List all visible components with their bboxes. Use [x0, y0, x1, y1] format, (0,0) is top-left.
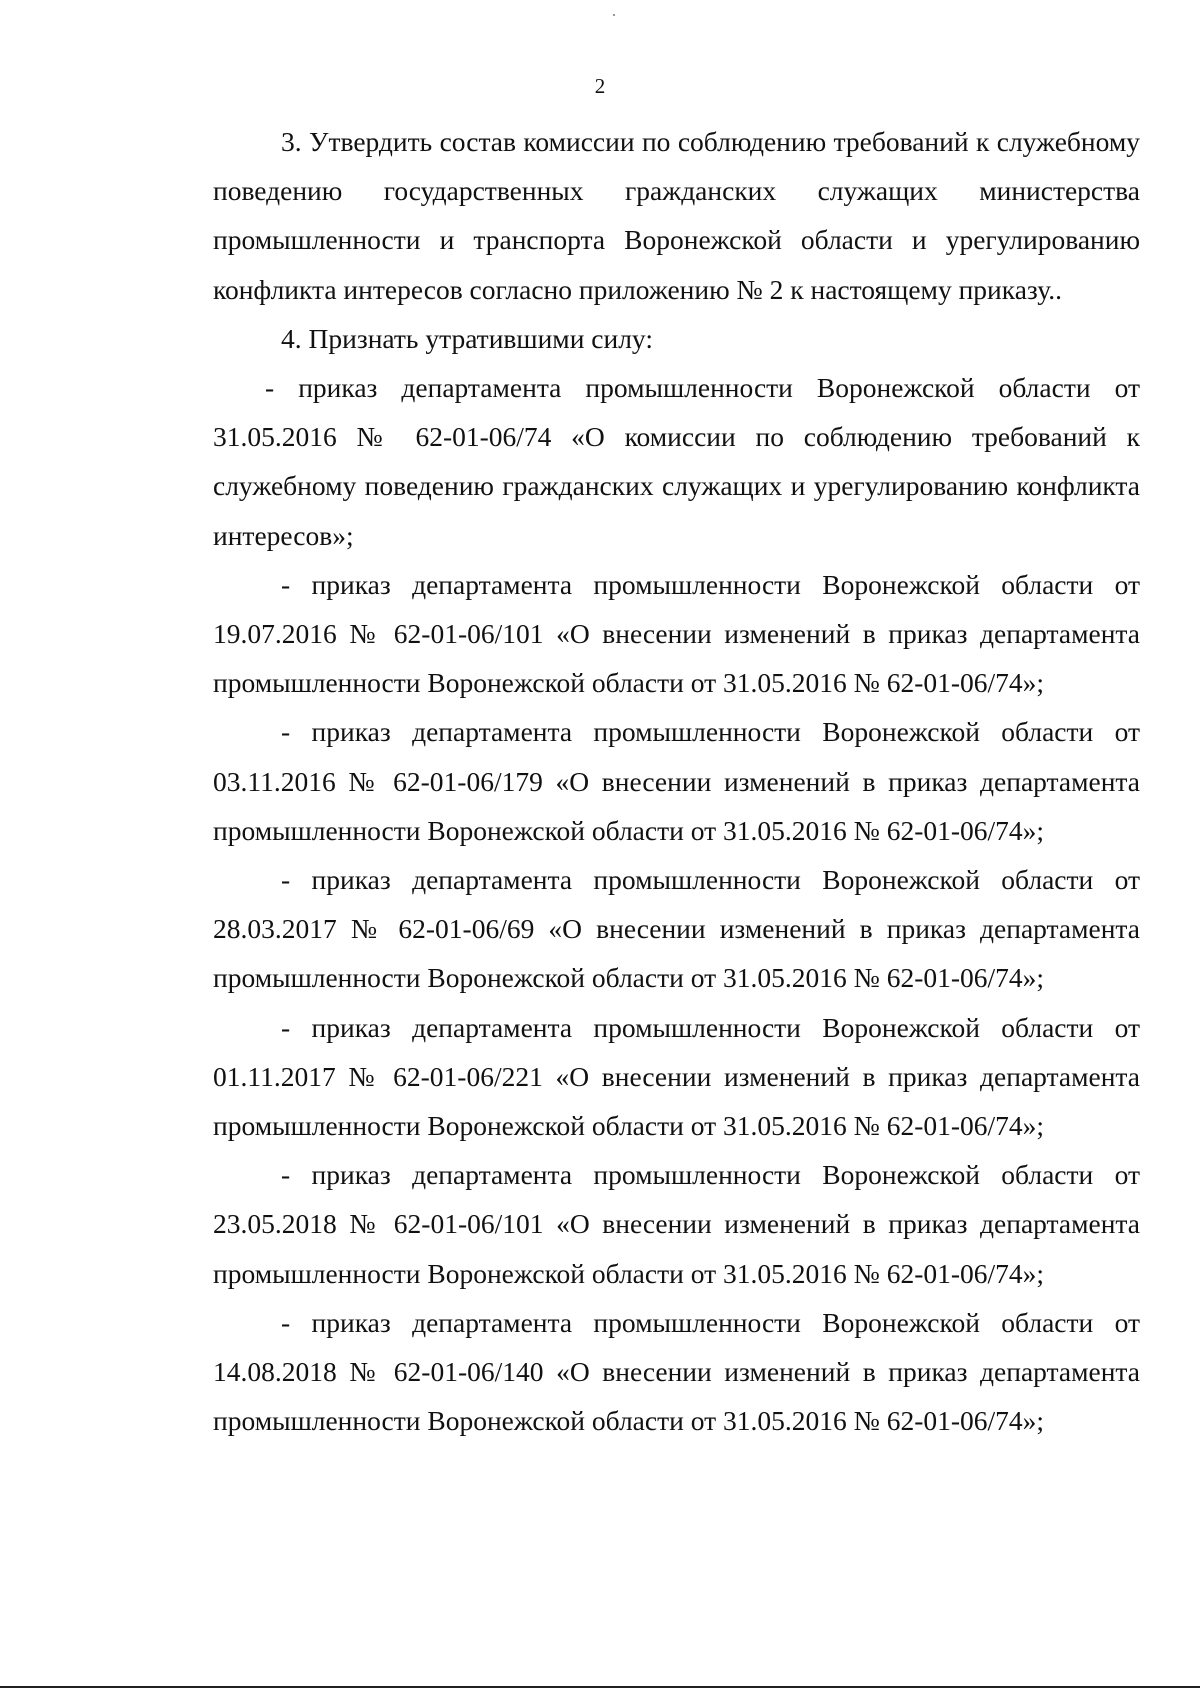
paragraph-approve-commission: 3. Утвердить состав комиссии по соблюдению требований к служебному поведению государственных гражданских служащих министерства промышленности и транспорта Воронежской области и урегулированию конфликта интересов согласно приложению № 2 к настоящему приказу..: [213, 126, 1140, 305]
list-item-repealed-order: - приказ департамента промышленности Воронежской области от 28.03.2017 № 62-01-06/69 «О внесении изменений в приказ департамента промышленности Воронежской области от 31.05.2016 № 62-01-06/74»;: [213, 864, 1140, 994]
list-item-repealed-order: - приказ департамента промышленности Воронежской области от 14.08.2018 № 62-01-06/140 «О внесении изменений в приказ департамента промышленности Воронежской области от 31.05.2016 № 62-01-06/74»;: [213, 1306, 1140, 1437]
document-body: [213, 117, 1140, 1445]
list-item-repealed-order: - приказ департамента промышленности Воронежской области от 01.11.2017 № 62-01-06/221 «О внесении изменений в приказ департамента промышленности Воронежской области от 31.05.2016 № 62-01-06/74»;: [213, 1011, 1140, 1142]
scan-speck: [613, 14, 615, 16]
page-bottom-edge: [0, 1686, 1200, 1688]
list-item-repealed-order: - приказ департамента промышленности Воронежской области от 31.05.2016 № 62-01-06/74 «О комиссии по соблюдению требований к служебному поведению гражданских служащих и урегулированию конфликта интересов»;: [213, 372, 1140, 551]
page-number: 2: [594, 74, 606, 98]
list-item-repealed-order: - приказ департамента промышленности Воронежской области от 23.05.2018 № 62-01-06/101 «О внесении изменений в приказ департамента промышленности Воронежской области от 31.05.2016 № 62-01-06/74»;: [213, 1159, 1140, 1289]
paragraph-repeal-heading: 4. Признать утратившими силу:: [281, 322, 653, 354]
list-item-repealed-order: - приказ департамента промышленности Воронежской области от 03.11.2016 № 62-01-06/179 «О внесении изменений в приказ департамента промышленности Воронежской области от 31.05.2016 № 62-01-06/74»;: [213, 716, 1140, 846]
list-item-repealed-order: - приказ департамента промышленности Воронежской области от 19.07.2016 № 62-01-06/101 «О внесении изменений в приказ департамента промышленности Воронежской области от 31.05.2016 № 62-01-06/74»;: [213, 568, 1140, 699]
